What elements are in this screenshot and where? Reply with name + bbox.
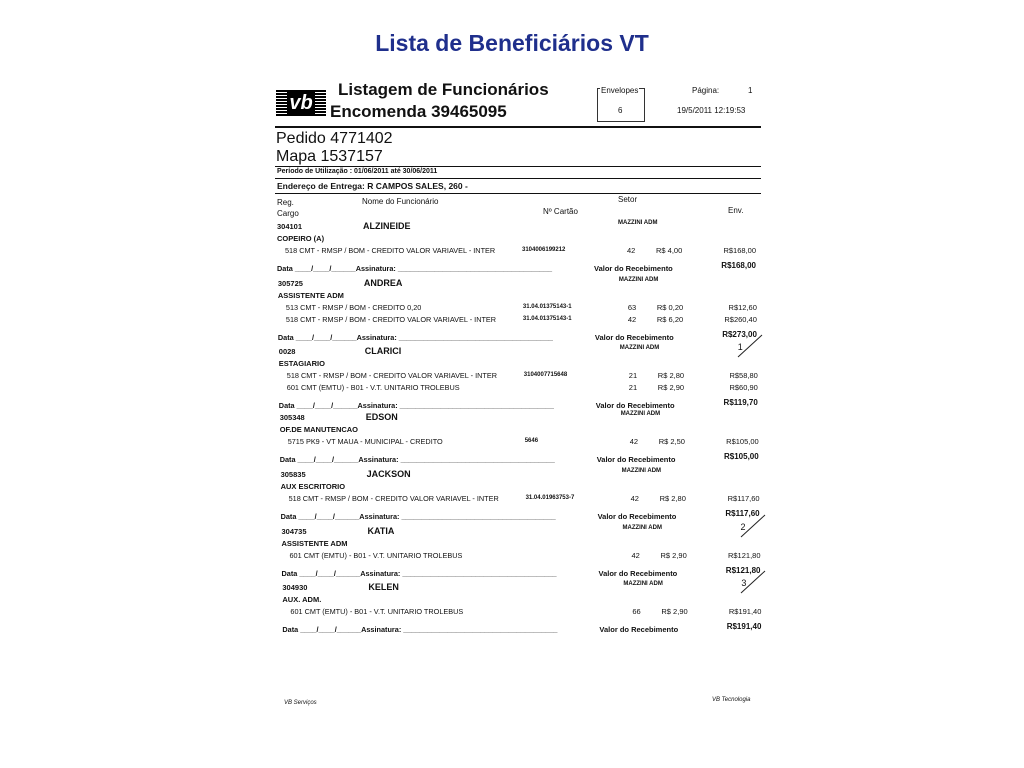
line-item-unit: R$ 2,50 <box>658 437 685 446</box>
envelopes-value: 6 <box>618 106 623 115</box>
employee-cargo: COPEIRO (A) <box>277 234 325 243</box>
employee-reg: 305835 <box>280 470 306 479</box>
signature-line: Data ____/____/______Assinatura: ______________________________________ <box>280 512 556 521</box>
column-setor: Setor <box>618 195 638 204</box>
line-item-qty: 42 <box>630 494 639 503</box>
check-mark-icon <box>737 513 767 539</box>
employee-setor: MAZZINI ADM <box>618 220 658 226</box>
pedido-number: Pedido 4771402 <box>276 130 393 147</box>
scanned-document <box>260 68 770 718</box>
employee-cargo: ASSISTENTE ADM <box>281 539 348 548</box>
employee-name: EDSON <box>365 412 398 422</box>
employee-cargo: ESTAGIARIO <box>278 359 325 368</box>
employee-setor: MAZZINI ADM <box>620 411 661 417</box>
line-item-unit: R$ 2,90 <box>661 607 688 616</box>
line-item-desc: 513 CMT - RMSP / BOM - CREDITO 0,20 <box>285 303 422 312</box>
divider <box>275 126 761 128</box>
line-item-qty: 66 <box>632 607 641 616</box>
line-item-qty: 42 <box>627 246 636 255</box>
mapa-number: Mapa 1537157 <box>276 148 383 165</box>
employee-cargo: ASSISTENTE ADM <box>277 291 344 300</box>
employee-reg: 305348 <box>279 413 305 422</box>
line-item-desc: 518 CMT - RMSP / BOM - CREDITO VALOR VARIAVEL - INTER <box>288 494 499 503</box>
line-item-total: R$260,40 <box>724 315 757 324</box>
date-time: 19/5/2011 12:19:53 <box>677 106 746 115</box>
footer-right: VB Tecnologia <box>712 697 751 703</box>
signature-line: Data ____/____/______Assinatura: ______________________________________ <box>279 455 555 464</box>
valor-recebimento: R$273,00 <box>722 330 757 339</box>
line-item-qty: 63 <box>627 303 637 312</box>
employee-name: KATIA <box>367 526 395 536</box>
handwritten-mark: 1 <box>737 342 743 352</box>
check-mark-icon <box>734 333 764 359</box>
employee-name: ALZINEIDE <box>363 221 411 231</box>
line-item-total: R$168,00 <box>723 246 756 255</box>
line-item-desc: 518 CMT - RMSP / BOM - CREDITO VALOR VARIAVEL - INTER <box>285 315 497 324</box>
line-item-qty: 21 <box>628 371 638 380</box>
employee-reg: 304735 <box>281 527 307 536</box>
employee-name: KELEN <box>368 582 399 592</box>
employee-reg: 0028 <box>278 347 296 356</box>
line-item-total: R$58,80 <box>729 371 758 380</box>
employee-setor: MAZZINI ADM <box>621 468 662 474</box>
endereco-entrega: Endereço de Entrega: R CAMPOS SALES, 260 - <box>277 181 468 191</box>
employee-setor: MAZZINI ADM <box>619 345 660 351</box>
line-item-total: R$121,80 <box>727 551 761 560</box>
line-item-desc: 518 CMT - RMSP / BOM - CREDITO VALOR VARIAVEL - INTER <box>286 371 497 380</box>
line-item-desc: 518 CMT - RMSP / BOM - CREDITO VALOR VARIAVEL - INTER <box>285 246 496 255</box>
signature-line: Data ____/____/______Assinatura: ______________________________________ <box>282 625 558 634</box>
employee-reg: 304101 <box>277 222 303 231</box>
employee-setor: MAZZINI ADM <box>618 277 659 283</box>
employee-reg: 305725 <box>277 279 303 288</box>
valor-recebimento-label: Valor do Recebimento <box>596 455 676 464</box>
line-item-unit: R$ 2,90 <box>660 551 687 560</box>
employee-setor: MAZZINI ADM <box>622 525 662 531</box>
vb-logo: vb <box>276 90 326 116</box>
line-item-unit: R$ 2,90 <box>657 383 685 392</box>
signature-line: Data ____/____/______Assinatura: ______________________________________ <box>281 569 557 578</box>
valor-recebimento-label: Valor do Recebimento <box>598 569 678 578</box>
employee-setor: MAZZINI ADM <box>623 581 663 587</box>
line-item-total: R$191,40 <box>728 607 762 616</box>
pagina-value: 1 <box>748 86 753 95</box>
column-reg: Reg. <box>277 198 294 207</box>
employee-cargo: OF.DE MANUTENCAO <box>279 425 359 434</box>
line-item-card: 3104006199212 <box>522 247 566 253</box>
encomenda-number: Encomenda 39465095 <box>330 102 507 121</box>
envelopes-label: Envelopes <box>601 86 639 95</box>
divider <box>275 166 761 167</box>
line-item-total: R$60,90 <box>729 383 758 392</box>
line-item-desc: 601 CMT (EMTU) - B01 - V.T. UNITARIO TROLEBUS <box>289 551 463 560</box>
handwritten-mark: 3 <box>741 578 747 588</box>
line-item-qty: 42 <box>631 551 640 560</box>
valor-recebimento-label: Valor do Recebimento <box>595 401 675 410</box>
handwritten-mark: 2 <box>740 522 746 532</box>
valor-recebimento-label: Valor do Recebimento <box>597 512 677 521</box>
employee-name: ANDREA <box>363 278 403 288</box>
slide-title: Lista de Beneficiários VT <box>375 30 649 56</box>
document-title: Listagem de Funcionários <box>338 80 549 99</box>
line-item-card: 31.04.01375143-1 <box>522 304 572 310</box>
periodo-utilizacao: Período de Utilização : 01/06/2011 até 30/06/2011 <box>277 168 438 175</box>
signature-line: Data ____/____/______Assinatura: ______________________________________ <box>277 333 553 342</box>
divider <box>275 178 761 179</box>
pagina-label: Página: <box>692 86 720 95</box>
employee-name: JACKSON <box>366 469 411 479</box>
signature-line: Data ____/____/______Assinatura: ______________________________________ <box>278 401 554 410</box>
line-item-unit: R$ 6,20 <box>656 315 684 324</box>
line-item-card: 31.04.01375143-1 <box>522 316 572 322</box>
valor-recebimento: R$105,00 <box>724 452 759 461</box>
employee-reg: 304930 <box>282 583 308 592</box>
divider <box>275 193 761 194</box>
line-item-qty: 42 <box>629 437 639 446</box>
valor-recebimento-label: Valor do Recebimento <box>594 264 673 273</box>
signature-line: Data ____/____/______Assinatura: ______________________________________ <box>277 264 553 273</box>
line-item-desc: 5715 PK9 - VT MAUA - MUNICIPAL - CREDITO <box>287 437 443 446</box>
employee-cargo: AUX. ADM. <box>282 595 322 604</box>
valor-recebimento: R$121,80 <box>725 566 761 575</box>
valor-recebimento: R$191,40 <box>726 622 762 631</box>
valor-recebimento: R$168,00 <box>721 261 756 270</box>
line-item-unit: R$ 2,80 <box>657 371 685 380</box>
line-item-card: 31.04.01963753-7 <box>525 495 575 501</box>
line-item-card: 5646 <box>524 438 539 444</box>
valor-recebimento-label: Valor do Recebimento <box>599 625 679 634</box>
line-item-unit: R$ 4,00 <box>656 246 683 255</box>
column-cargo: Cargo <box>277 209 299 218</box>
employee-cargo: AUX ESCRITORIO <box>280 482 346 491</box>
line-item-qty: 21 <box>628 383 638 392</box>
line-item-qty: 42 <box>627 315 637 324</box>
valor-recebimento-label: Valor do Recebimento <box>594 333 674 342</box>
valor-recebimento: R$119,70 <box>723 398 758 407</box>
line-item-desc: 601 CMT (EMTU) - B01 - V.T. UNITARIO TROLEBUS <box>286 383 460 392</box>
column-cartao: Nº Cartão <box>543 207 578 216</box>
line-item-total: R$12,60 <box>728 303 757 312</box>
line-item-card: 3104007715648 <box>523 372 568 378</box>
line-item-unit: R$ 2,80 <box>659 494 686 503</box>
column-nome: Nome do Funcionário <box>362 197 439 206</box>
footer-left: VB Serviços <box>284 700 317 706</box>
line-item-total: R$117,60 <box>727 494 760 503</box>
employee-name: CLARICI <box>364 346 402 356</box>
column-env: Env. <box>728 206 744 215</box>
line-item-desc: 601 CMT (EMTU) - B01 - V.T. UNITARIO TROLEBUS <box>290 607 464 616</box>
check-mark-icon <box>737 569 767 595</box>
line-item-total: R$105,00 <box>726 437 759 446</box>
valor-recebimento: R$117,60 <box>725 509 760 518</box>
line-item-unit: R$ 0,20 <box>656 303 684 312</box>
